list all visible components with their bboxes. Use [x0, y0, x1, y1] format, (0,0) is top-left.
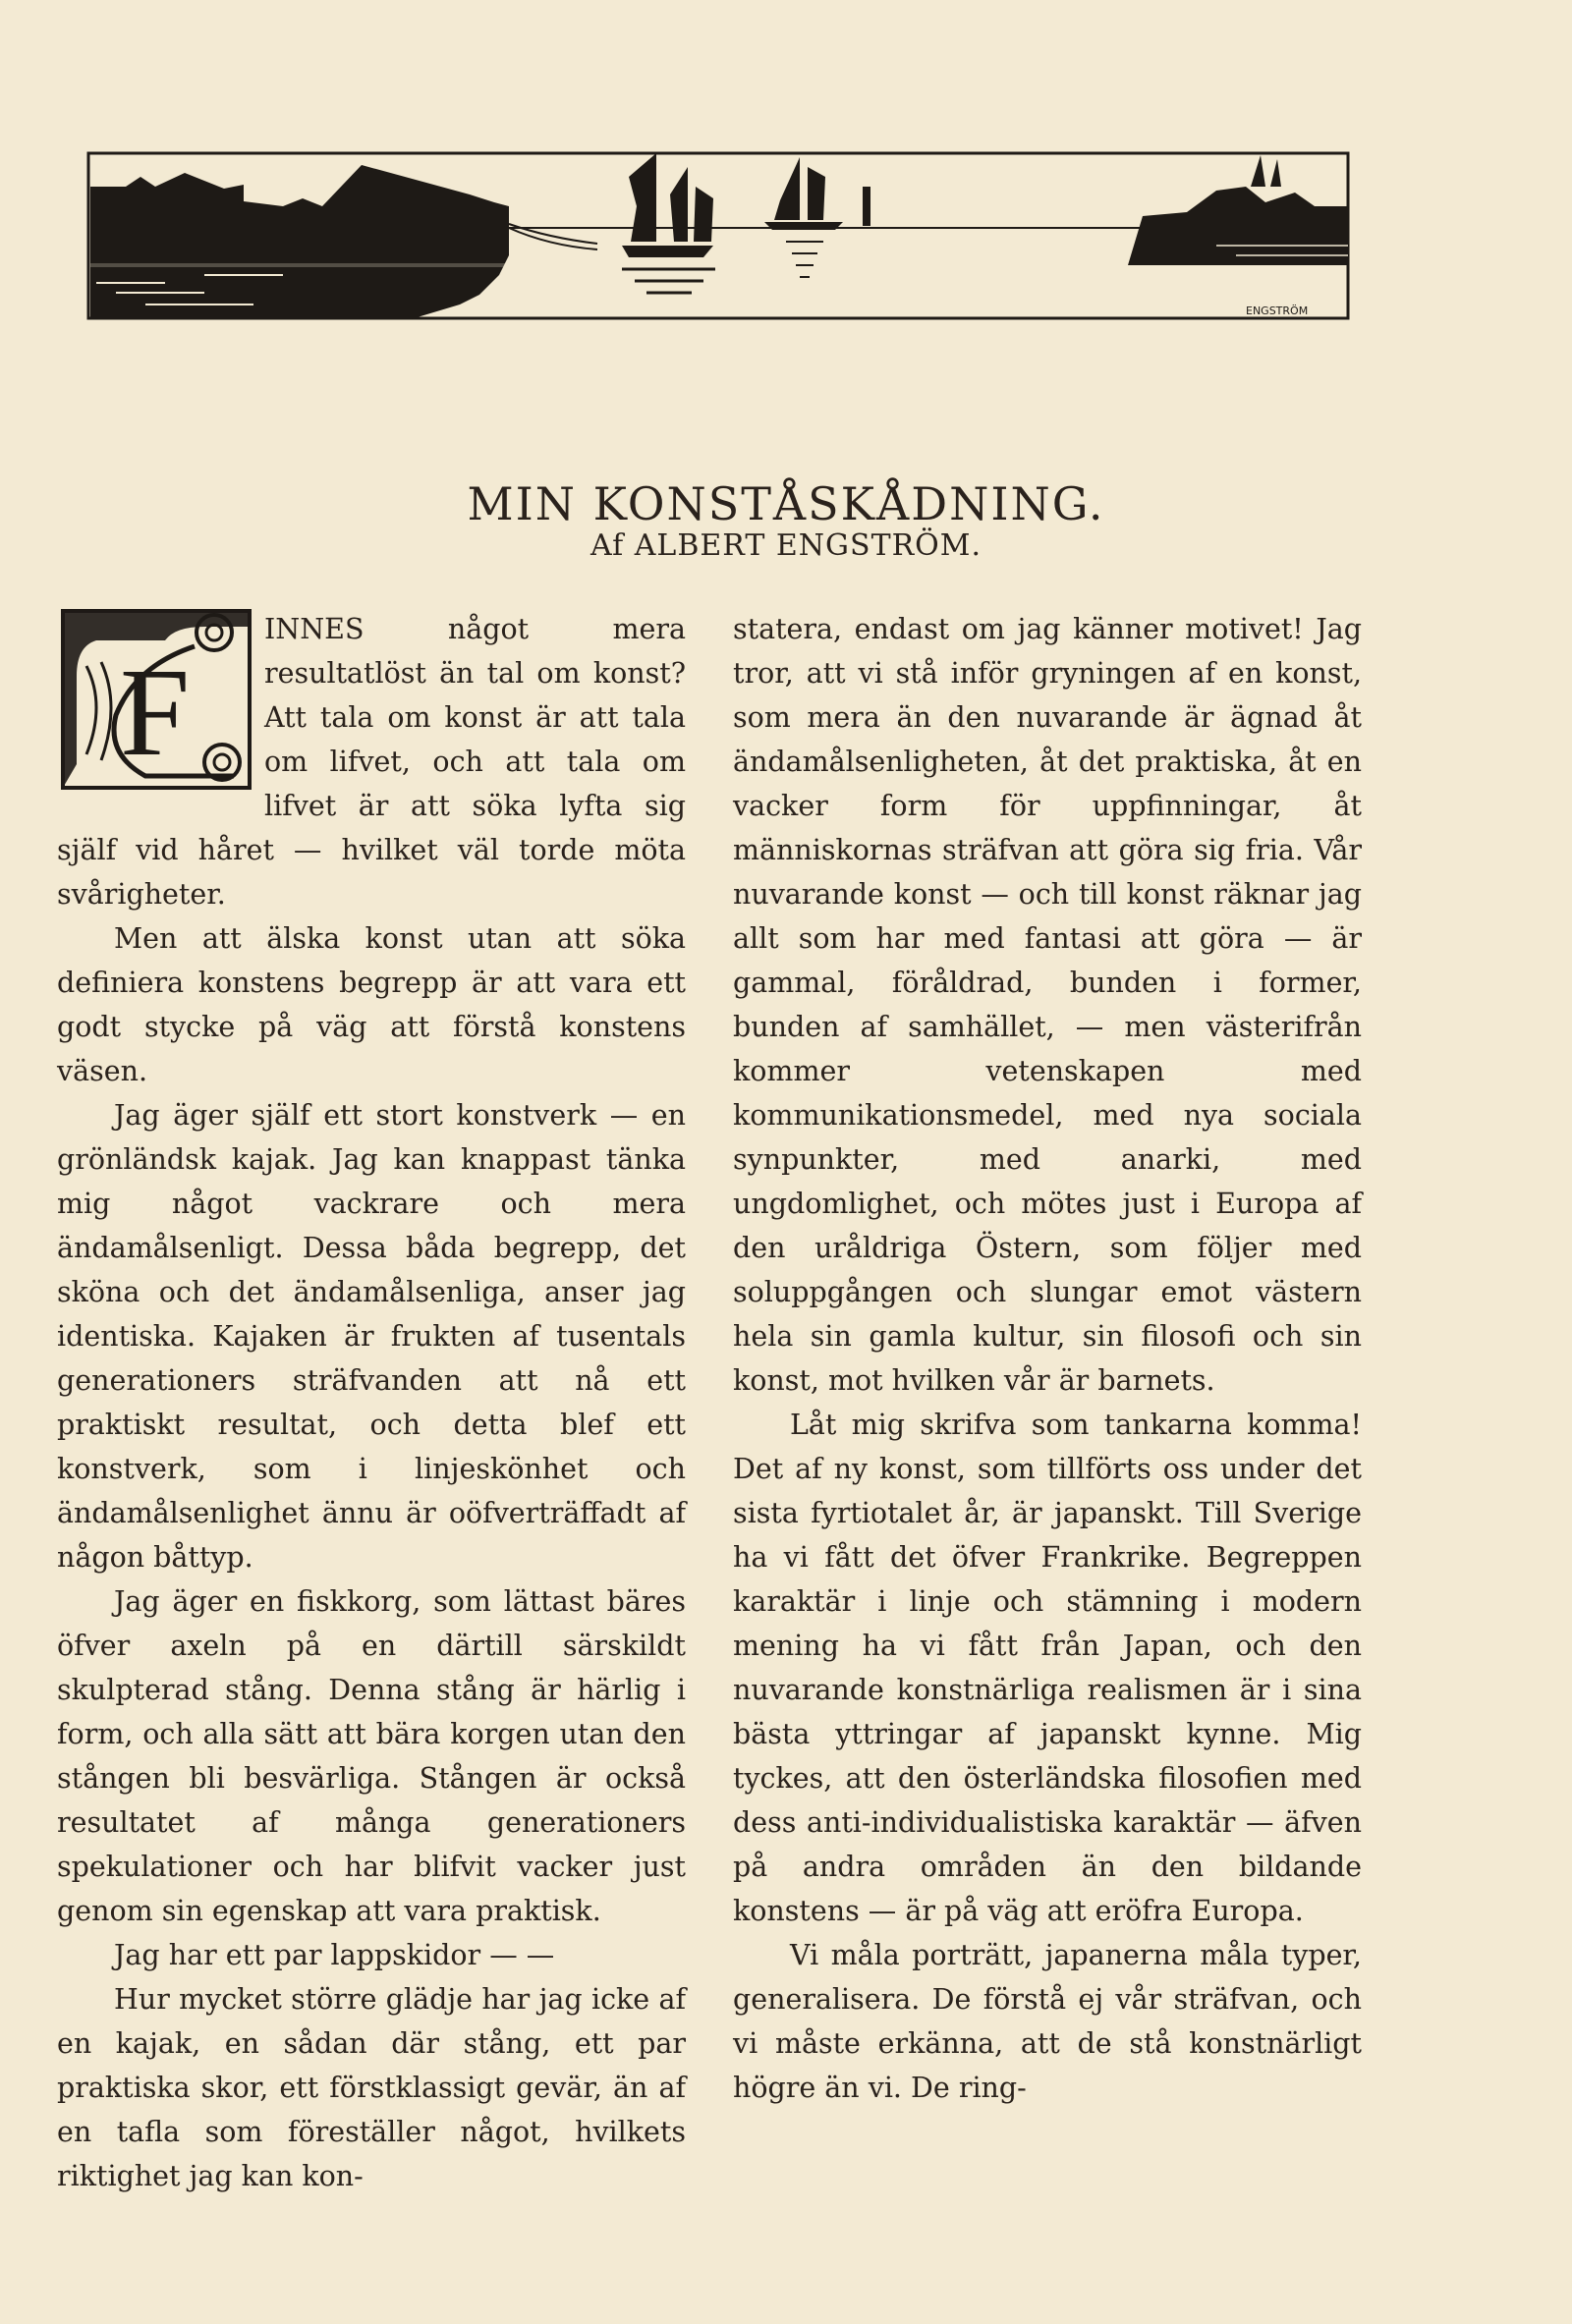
article-title: MIN KONSTÅSKÅDNING.: [467, 476, 1105, 530]
byline-prefix: Af: [590, 528, 625, 563]
dropcap-letter-f: [57, 607, 258, 794]
harbour-illustration: [86, 147, 1354, 329]
svg-text:ENGSTRÖM: ENGSTRÖM: [1246, 304, 1309, 317]
paragraph-9: Vi måla porträtt, japanerna måla typer, generalisera. De förstå ej vår sträfvan, och vi måste erkänna, att de stå konstnärligt högre än vi. De ring-: [733, 1939, 1362, 2104]
paragraph-6: Hur mycket större glädje har jag icke af en kajak, en sådan där stång, ett par praktiska skor, ett förstklassigt gevär, än af en tafla som föreställer något, hvilkets riktighet jag kan kon-: [57, 1983, 686, 2192]
paragraph-3: Jag äger själf ett stort konstverk — en grönländsk kajak. Jag kan knappast tänka mig något vackrare och mera ändamålsenligt. Dessa båda begrepp, det sköna och det ändamålsenliga, anser jag identiska. Kajaken är frukten af tusentals generationers sträfvanden att nå ett praktiskt resultat, och detta blef ett konstverk, som i linjeskönhet och ändamålsenlighet ännu är oöfverträffadt af någon båttyp.: [57, 1099, 686, 1574]
byline: [0, 528, 1572, 563]
left-column: [57, 607, 686, 2198]
paragraph-7: statera, endast om jag känner motivet! Jag tror, att vi stå inför gryningen af en konst, som mera än den nuvarande är ägnad åt ändamålsenligheten, åt det praktiska, åt en vacker form för uppfinningar, åt människornas sträfvan att göra sig fria. Vår nuvarande konst — och till konst räknar jag allt som har med fantasi att göra — är gammal, föråldrad, bunden i former, bunden af samhället, — men västerifrån kommer vetenskapen med kommunikationsmedel, med nya sociala synpunkter, med anarki, med ungdomlighet, och mötes just i Europa af den uråldriga Östern, som följer med soluppgången och slungar emot västern hela sin gamla kultur, sin filosofi och sin konst, mot hvilken vår är barnets.: [733, 613, 1362, 1397]
paragraph-8: Låt mig skrifva som tankarna komma! Det af ny konst, som tillförts oss under det sista fyrtiotalet år, är japanskt. Till Sverige ha vi fått det öfver Frankrike. Begreppen karaktär i linje och stämning i modern mening ha vi fått från Japan, och den nuvarande konstnärliga realismen är i sina bästa yttringar af japanskt kynne. Mig tyckes, att den österländska filosofien med dess anti-individualistiska karaktär — äfven på andra områden än den bildande konstens — är på väg att eröfra Europa.: [733, 1409, 1362, 1927]
right-column: [733, 607, 1362, 2110]
dropcap-text: F: [120, 642, 191, 782]
paragraph-5: Jag har ett par lappskidor — —: [114, 1939, 555, 1971]
paragraph-1: INNES något mera resultatlöst än tal om konst? Att tala om konst är att tala om lifvet, och att tala om lifvet är att söka lyfta sig själf vid håret — hvilket väl torde möta svårigheter.: [57, 613, 686, 911]
paragraph-4: Jag äger en fiskkorg, som lättast bäres öfver axeln på en därtill särskildt skulpterad stång. Denna stång är härlig i form, och alla sätt att bära korgen utan den stången bli besvärliga. Stången är också resultatet af många generationers spekulationer och har blifvit vacker just genom sin egenskap att vara praktisk.: [57, 1585, 686, 1927]
author-name: ALBERT ENGSTRÖM.: [634, 528, 982, 563]
paragraph-2: Men att älska konst utan att söka definiera konstens begrepp är att vara ett godt stycke på väg att förstå konstens väsen.: [57, 922, 686, 1087]
